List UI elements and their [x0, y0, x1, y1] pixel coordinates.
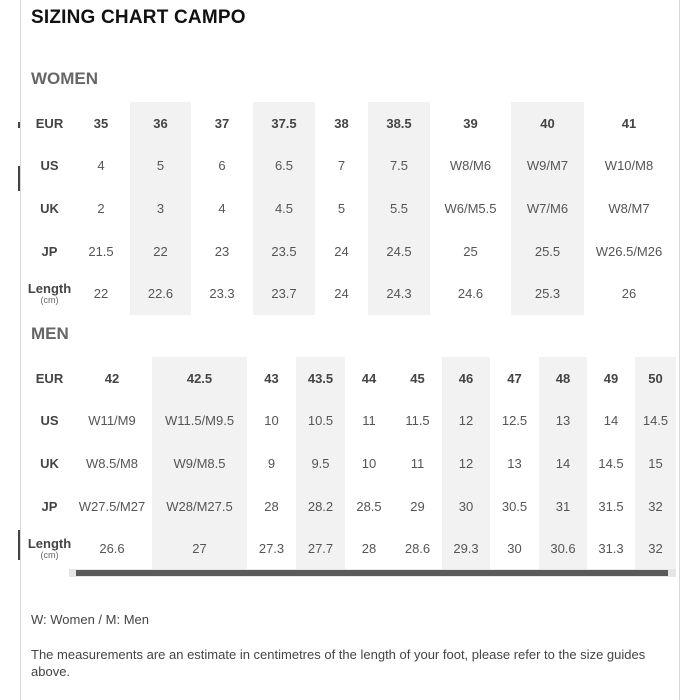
size-cell: 28.2 [296, 485, 345, 528]
size-cell: 13 [507, 455, 522, 471]
size-cell: 46 [442, 357, 490, 400]
size-cell: 30 [507, 541, 522, 557]
size-cell: 23 [214, 243, 230, 259]
table-row [27, 485, 676, 528]
scrollbar-thumb[interactable] [76, 570, 668, 576]
size-cell: 5.5 [368, 187, 430, 230]
size-cell: 27.3 [258, 541, 285, 557]
length-unit: (cm) [40, 295, 59, 306]
size-cell: 26 [621, 286, 637, 302]
size-cell: 5 [337, 200, 346, 216]
size-cell: 27 [152, 527, 247, 570]
size-cell: 26.6 [99, 541, 125, 557]
size-cell: 30.5 [501, 498, 528, 514]
size-cell: 10.5 [296, 400, 345, 443]
size-cell: 4.5 [253, 187, 315, 230]
size-cell: 32 [635, 485, 676, 528]
table-row [27, 272, 674, 315]
size-cell: 37 [214, 115, 230, 131]
edge-marker [18, 530, 20, 560]
size-cell: 25 [463, 243, 478, 259]
size-cell: 42 [104, 370, 120, 386]
size-cell: W27.5/M27 [78, 498, 146, 514]
size-cell: 36 [130, 102, 191, 145]
length-label: Length [27, 281, 72, 297]
size-cell: 30.6 [539, 527, 587, 570]
size-cell: 10 [264, 413, 279, 429]
row-label: UK [40, 200, 59, 216]
table-row [27, 527, 676, 570]
size-cell: 44 [361, 370, 377, 386]
horizontal-scrollbar[interactable] [69, 569, 676, 577]
size-cell: 12 [442, 400, 490, 443]
size-cell: W26.5/M26 [595, 243, 663, 259]
size-cell: W11.5/M9.5 [152, 400, 247, 443]
women-size-table [27, 102, 674, 315]
table-row [27, 145, 674, 188]
size-cell: 25.5 [511, 230, 584, 273]
size-cell: 49 [603, 370, 619, 386]
table-row [27, 357, 676, 400]
size-cell: 14 [603, 413, 619, 429]
size-cell: 29.3 [442, 527, 490, 570]
table-row [27, 400, 676, 443]
size-cell: 14 [539, 442, 587, 485]
size-cell: 23.3 [209, 286, 235, 302]
size-cell: W8.5/M8 [85, 455, 138, 471]
men-size-table [27, 357, 676, 570]
row-label: EUR [35, 115, 64, 131]
size-cell: W6/M5.5 [444, 200, 497, 216]
size-cell: 32 [635, 527, 676, 570]
size-cell: 28 [361, 541, 377, 557]
size-cell: 6.5 [253, 145, 315, 188]
size-cell: 9 [267, 455, 276, 471]
row-label: JP [41, 243, 58, 259]
size-cell: 31.3 [598, 541, 624, 557]
row-label: US [40, 158, 59, 174]
size-cell: 2 [97, 200, 105, 216]
size-cell: 3 [130, 187, 191, 230]
legend-note: W: Women / M: Men [31, 612, 149, 627]
size-cell: 45 [410, 370, 425, 386]
size-cell: 38.5 [368, 102, 430, 145]
row-label: EUR [35, 370, 64, 386]
size-cell: 10 [361, 455, 377, 471]
size-cell: 11 [362, 413, 376, 429]
size-cell: 22 [93, 286, 109, 302]
size-cell: 40 [511, 102, 584, 145]
size-cell: W11/M9 [88, 413, 136, 429]
row-label: US [40, 413, 59, 429]
page-title: SIZING CHART CAMPO [31, 7, 246, 28]
row-label [27, 527, 72, 570]
size-cell: 12 [442, 442, 490, 485]
size-cell: 30 [442, 485, 490, 528]
size-cell: W8/M6 [449, 158, 492, 174]
size-cell: 24.3 [368, 272, 430, 315]
size-cell: 14.5 [598, 455, 624, 471]
size-cell: 29 [410, 498, 425, 514]
table-row [27, 442, 676, 485]
size-cell: 15 [635, 442, 676, 485]
size-cell: 13 [539, 400, 587, 443]
size-cell: 42.5 [152, 357, 247, 400]
size-cell: 41 [621, 115, 637, 131]
length-unit: (cm) [40, 550, 59, 561]
size-cell: 43.5 [296, 357, 345, 400]
size-cell: W8/M7 [608, 200, 650, 216]
size-cell: 22 [130, 230, 191, 273]
size-cell: 48 [539, 357, 587, 400]
men-heading: MEN [31, 324, 69, 343]
size-cell: 47 [507, 370, 522, 386]
size-cell: 50 [635, 357, 676, 400]
edge-marker [18, 122, 20, 128]
row-label: UK [40, 455, 59, 471]
size-cell: W9/M7 [511, 145, 584, 188]
size-cell: 23.7 [253, 272, 315, 315]
table-row [27, 187, 674, 230]
size-cell: 43 [264, 370, 279, 386]
size-cell: 24.6 [457, 286, 484, 302]
length-label: Length [27, 536, 72, 552]
size-cell: 31 [539, 485, 587, 528]
size-cell: 31.5 [598, 498, 624, 514]
size-cell: 25.3 [511, 272, 584, 315]
size-cell: 4 [97, 158, 105, 174]
size-cell: 14.5 [635, 400, 676, 443]
size-cell: W7/M6 [511, 187, 584, 230]
size-cell: 22.6 [130, 272, 191, 315]
size-cell: W10/M8 [604, 158, 654, 174]
size-cell: W9/M8.5 [152, 442, 247, 485]
size-cell: 9.5 [296, 442, 345, 485]
size-cell: W28/M27.5 [152, 485, 247, 528]
size-cell: 24.5 [368, 230, 430, 273]
size-cell: 12.5 [501, 413, 528, 429]
table-row [27, 230, 674, 273]
size-cell: 6 [218, 158, 226, 174]
size-cell: 28 [264, 498, 279, 514]
row-label: JP [41, 498, 58, 514]
size-cell: 39 [463, 115, 478, 131]
size-cell: 37.5 [253, 102, 315, 145]
size-cell: 24 [334, 286, 349, 302]
size-cell: 35 [93, 115, 109, 131]
size-cell: 7.5 [368, 145, 430, 188]
size-cell: 21.5 [88, 243, 114, 259]
table-row [27, 102, 674, 145]
size-cell: 4 [218, 200, 226, 216]
size-cell: 11 [410, 455, 425, 471]
size-cell: 24 [334, 243, 349, 259]
size-cell: 27.7 [296, 527, 345, 570]
measurement-note: The measurements are an estimate in centimetres of the length of your foot, please refer to the size guides above. [31, 647, 646, 679]
edge-marker [18, 166, 20, 191]
size-cell: 28.6 [404, 541, 431, 557]
row-label [27, 272, 72, 315]
size-cell: 28.5 [356, 498, 382, 514]
size-cell: 7 [337, 158, 346, 174]
size-cell: 5 [130, 145, 191, 188]
size-cell: 38 [334, 115, 349, 131]
size-cell: 11.5 [405, 413, 430, 429]
women-heading: WOMEN [31, 69, 99, 88]
size-cell: 23.5 [253, 230, 315, 273]
